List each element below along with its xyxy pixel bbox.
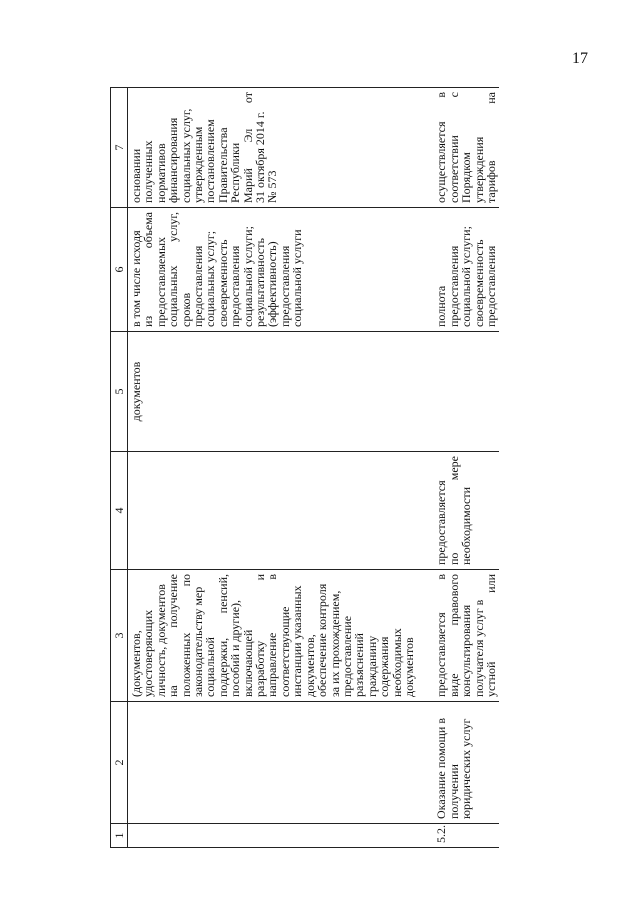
header-col-7: 7 [111, 88, 128, 208]
cell-line: социальных услуг; [203, 230, 218, 327]
header-col-4: 4 [111, 452, 128, 570]
cell-line: законодательству мер [191, 586, 206, 697]
cell-line: предоставляется в [434, 574, 449, 697]
cell-line: утверждения [471, 136, 486, 203]
header-col-2: 2 [111, 702, 128, 824]
cell-line: осуществляется в [434, 92, 449, 203]
cell-line: в том числе исходя [129, 230, 143, 327]
cell-line: утвержденным [191, 126, 206, 203]
cell-line: полнота [434, 285, 449, 327]
cell-line: положенных по [178, 574, 193, 697]
cell-documents [128, 332, 418, 452]
cell-line: социальной услуги [290, 229, 305, 327]
cell-line: 31 октября 2014 г. [253, 111, 268, 203]
cell-description [417, 570, 499, 702]
cell-quality [417, 208, 499, 332]
cell-line: за их прохождением, [327, 590, 342, 697]
cell-line: предоставления [277, 245, 292, 327]
cell-line: финансирования [166, 117, 181, 203]
cell-documents [417, 332, 499, 452]
cell-number [417, 824, 499, 848]
cell-line: инстанции указанных [290, 585, 305, 697]
header-col-3: 3 [111, 570, 128, 702]
cell-line: разработку и [253, 574, 268, 697]
cell-conditions [128, 88, 418, 208]
cell-line: социальных услуг, [178, 108, 193, 203]
cell-line: предоставляется [434, 480, 449, 565]
cell-line: предоставления [191, 245, 206, 327]
cell-line: поддержки, пенсий, [215, 574, 230, 697]
cell-line: включающей [240, 629, 255, 697]
cell-number [128, 824, 418, 848]
cell-line: предоставления [483, 245, 498, 327]
cell-service-name [128, 702, 418, 824]
cell-line: Правительства [215, 127, 230, 203]
cell-line: документов, [302, 634, 317, 697]
services-table [110, 87, 499, 848]
cell-line: из объема [141, 212, 156, 327]
cell-line: консультирования [459, 604, 474, 697]
cell-line: № 573 [265, 170, 280, 203]
cell-line: полученных [141, 140, 156, 203]
header-col-6: 6 [111, 208, 128, 332]
cell-line: Порядком [459, 152, 474, 203]
row-number: 5.2. [434, 825, 449, 843]
cell-line: необходимых [389, 628, 404, 697]
cell-description [128, 570, 418, 702]
cell-text: документов [129, 361, 143, 422]
cell-line: необходимости [459, 486, 474, 565]
cell-line: получении [446, 764, 461, 819]
cell-line: своевременность [471, 239, 486, 327]
cell-line: социальной услуги; [240, 226, 255, 327]
cell-line: нормативов [153, 143, 168, 203]
table-row-continuation [128, 88, 418, 848]
cell-line: гражданину [364, 635, 379, 697]
cell-line: социальной [203, 637, 218, 697]
cell-line: (документов, [129, 630, 143, 697]
cell-line: обеспечение контроля [315, 583, 330, 697]
cell-line: Оказание помощи в [434, 718, 449, 819]
cell-line: направление в [265, 574, 280, 697]
cell-line: разъяснений [352, 633, 367, 697]
cell-timing [128, 452, 418, 570]
cell-line: устной или [483, 574, 498, 697]
cell-line: предоставляемых [153, 236, 168, 327]
cell-conditions [417, 88, 499, 208]
cell-line: сроков [178, 292, 193, 327]
cell-quality [128, 208, 418, 332]
cell-line: предоставления [446, 245, 461, 327]
cell-line: соответствии с [446, 92, 461, 203]
cell-line: соответствующие [277, 606, 292, 697]
cell-line: Марий Эл от [240, 92, 255, 203]
cell-line: юридических услуг [459, 718, 474, 819]
cell-service-name [417, 702, 499, 824]
cell-line: получателя услуг в [471, 599, 486, 697]
cell-line: (эффективность) [265, 241, 280, 327]
cell-line: предоставление [339, 615, 354, 697]
cell-line: основании [129, 148, 143, 203]
cell-line: пособий и другие), [228, 599, 243, 697]
cell-line: Республики [228, 142, 243, 203]
cell-line: социальной услуги; [459, 226, 474, 327]
cell-line: документов [401, 637, 416, 697]
table-row-5-2 [417, 88, 499, 848]
header-col-5: 5 [111, 332, 128, 452]
cell-line: предоставления [228, 245, 243, 327]
cell-line: тарифов на [483, 92, 498, 203]
cell-line: личность, документов [153, 584, 168, 697]
header-row [111, 88, 128, 848]
cell-line: на получение [166, 574, 181, 697]
cell-line: постановлением [203, 119, 218, 203]
cell-line: содержания [377, 636, 392, 697]
page-number: 17 [572, 50, 588, 67]
cell-line: виде правового [446, 574, 461, 697]
cell-line: своевременность [215, 239, 230, 327]
cell-line: по мере [446, 456, 461, 565]
document-table-rotated [110, 88, 540, 848]
cell-line: социальных услуг, [166, 212, 181, 327]
cell-timing [417, 452, 499, 570]
cell-line: удостоверяющих [141, 609, 156, 697]
header-col-1: 1 [111, 824, 128, 848]
cell-line: результативность [253, 238, 268, 327]
